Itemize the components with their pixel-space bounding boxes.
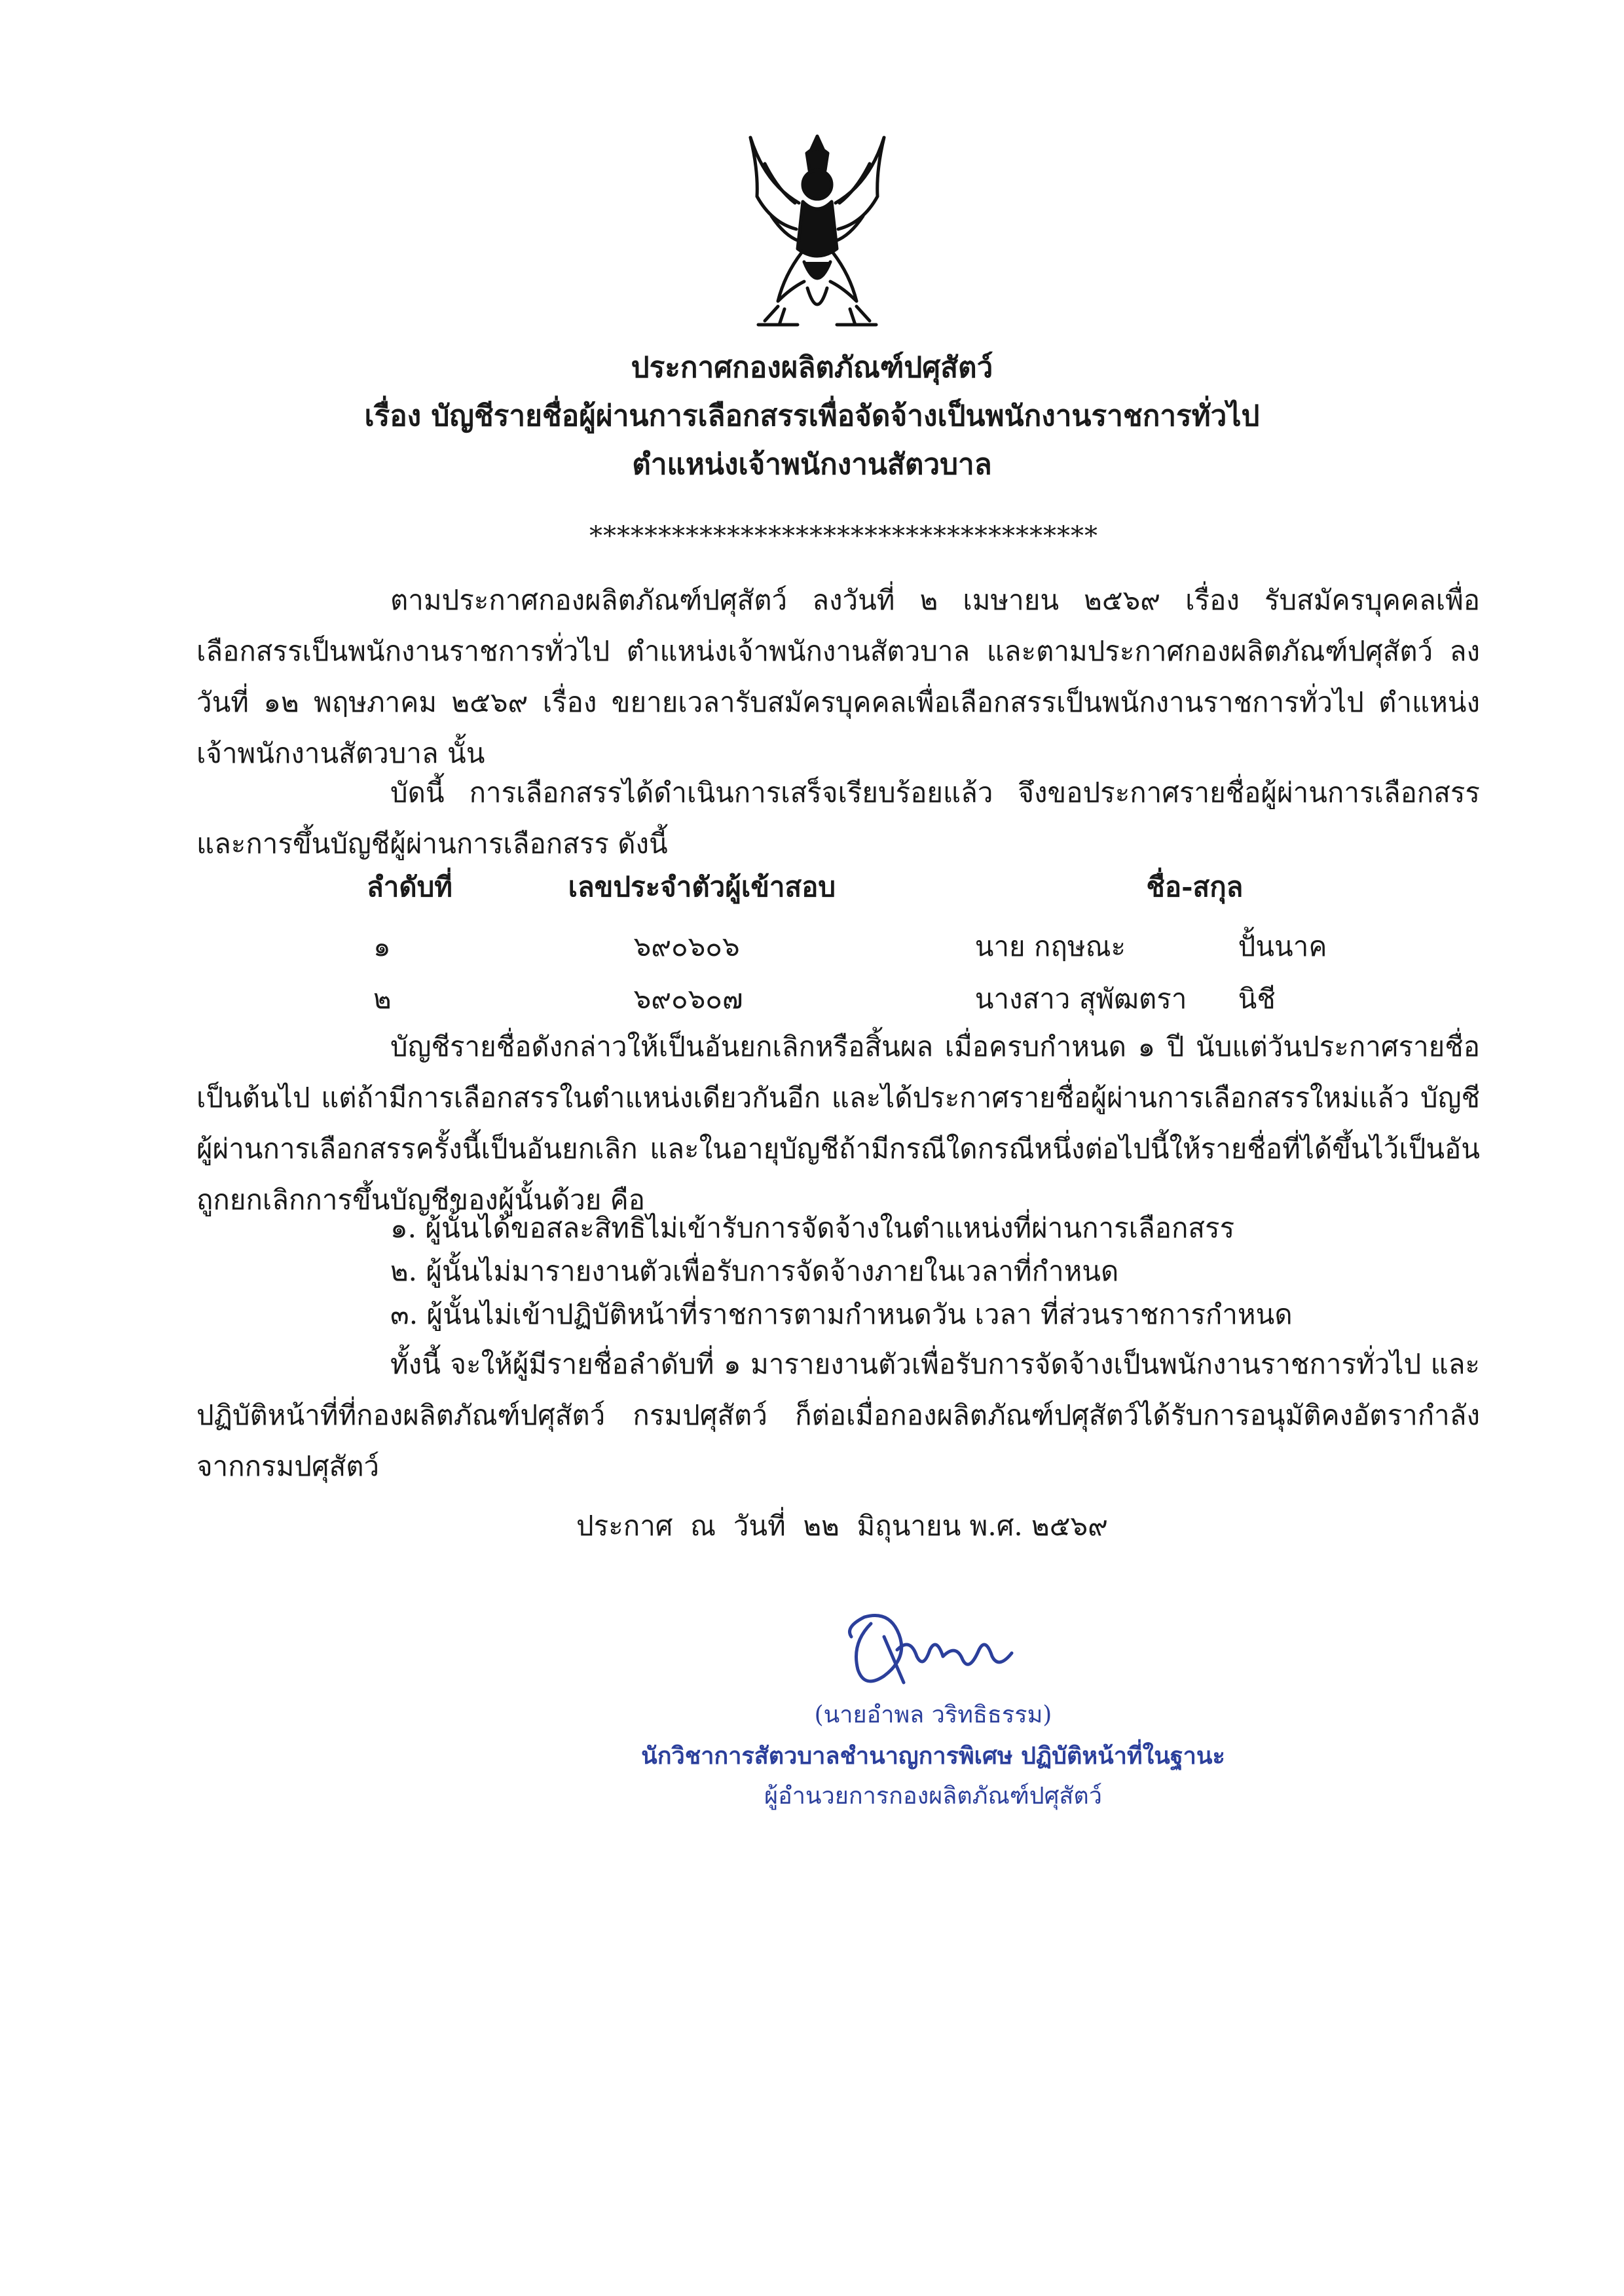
position-title: ตำแหน่งเจ้าพนักงานสัตวบาล (632, 448, 992, 481)
paragraph-validity: บัญชีรายชื่อดังกล่าวให้เป็นอันยกเลิกหรือสิ้นผล เมื่อครบกำหนด ๑ ปี นับแต่วันประกาศรายชื่อเป็นต้นไป แต่ถ้ามีการเลือกสรรในตำแหน่งเดียวกันอีก และได้ประกาศรายชื่อผู้ผ่านการเลือกสรรใหม่แล้ว บัญชีผู้ผ่านการเลือกสรรครั้งนี้เป็นอันยกเลิก และในอายุบัญชีถ้ามีกรณีใดกรณีหนึ่งต่อไปนี้ให้รายชื่อที่ได้ขึ้นไว้เป็นอันถูกยกเลิกการขึ้นบัญชีของผู้นั้นด้วย คือ (196, 1030, 1480, 1216)
signature-block (589, 1696, 1277, 1816)
announcement-title: ประกาศกองผลิตภัณฑ์ปศุสัตว์ (631, 351, 993, 384)
garuda-emblem-icon (739, 124, 896, 340)
header-name: ชื่อ-สกุล (1146, 871, 1244, 903)
cell-order: ๑ (373, 930, 391, 962)
announcement-date: ประกาศ ณ วันที่ ๒๒ มิถุนายน พ.ศ. ๒๕๖๙ (576, 1510, 1108, 1542)
cell-exam-id: ๖๙๐๖๐๗ (633, 983, 743, 1015)
cell-last-name: นิชี (1238, 983, 1276, 1015)
candidate-table (367, 866, 1414, 1025)
cell-exam-id: ๖๙๐๖๐๖ (633, 930, 740, 962)
header-order: ลำดับที่ (367, 871, 452, 903)
announcement-subject: เรื่อง บัญชีรายชื่อผู้ผ่านการเลือกสรรเพื่อจัดจ้างเป็นพนักงานราชการทั่วไป (364, 399, 1260, 433)
table-row (367, 920, 1414, 973)
list-item: ๒. ผู้นั้นไม่มารายงานตัวเพื่อรับการจัดจ้างภายในเวลาที่กำหนด (390, 1255, 1119, 1287)
cancellation-conditions (390, 1207, 1438, 1336)
header-exam-id: เลขประจำตัวผู้เข้าสอบ (568, 871, 836, 903)
table-row (367, 973, 1414, 1025)
signatory-title: นักวิชาการสัตวบาลชำนาญการพิเศษ ปฏิบัติหน้าที่ในฐานะ (641, 1742, 1225, 1770)
signatory-position: ผู้อำนวยการกองผลิตภัณฑ์ปศุสัตว์ (764, 1783, 1102, 1810)
separator-line: ************************************* (589, 521, 1098, 551)
cell-last-name: ปั้นนาค (1238, 930, 1327, 962)
paragraph-reference: ตามประกาศกองผลิตภัณฑ์ปศุสัตว์ ลงวันที่ ๒ เมษายน ๒๕๖๙ เรื่อง รับสมัครบุคคลเพื่อเลือกสรรเป็นพนักงานราชการทั่วไป ตำแหน่งเจ้าพนักงานสัตวบาล และตามประกาศกองผลิตภัณฑ์ปศุสัตว์ ลงวันที่ ๑๒ พฤษภาคม ๒๕๖๙ เรื่อง ขยายเวลารับสมัครบุคคลเพื่อเลือกสรรเป็นพนักงานราชการทั่วไป ตำแหน่ง เจ้าพนักงานสัตวบาล นั้น (196, 584, 1480, 769)
cell-first-name: นางสาว สุพัฒตรา (974, 983, 1187, 1015)
signatory-name: (นายอำพล วริทธิธรรม) (814, 1702, 1052, 1728)
table-header-row (367, 866, 1414, 920)
list-item: ๑. ผู้นั้นได้ขอสละสิทธิไม่เข้ารับการจัดจ้างในตำแหน่งที่ผ่านการเลือกสรร (390, 1212, 1235, 1244)
cell-order: ๒ (373, 983, 392, 1015)
cell-first-name: นาย กฤษณะ (974, 930, 1126, 962)
paragraph-result: บัดนี้ การเลือกสรรได้ดำเนินการเสร็จเรียบร้อยแล้ว จึงขอประกาศรายชื่อผู้ผ่านการเลือกสรรและการขึ้นบัญชีผู้ผ่านการเลือกสรร ดังนี้ (196, 776, 1480, 860)
handwritten-signature-icon (825, 1597, 1035, 1696)
list-item: ๓. ผู้นั้นไม่เข้าปฏิบัติหน้าที่ราชการตามกำหนดวัน เวลา ที่ส่วนราชการกำหนด (390, 1298, 1293, 1330)
paragraph-reporting: ทั้งนี้ จะให้ผู้มีรายชื่อลำดับที่ ๑ มารายงานตัวเพื่อรับการจัดจ้างเป็นพนักงานราชการทั่วไป และปฏิบัติหน้าที่ที่กองผลิตภัณฑ์ปศุสัตว์ กรมปศุสัตว์ ก็ต่อเมื่อกองผลิตภัณฑ์ปศุสัตว์ได้รับการอนุมัติคงอัตรากำลังจากกรมปศุสัตว์ (196, 1348, 1480, 1482)
